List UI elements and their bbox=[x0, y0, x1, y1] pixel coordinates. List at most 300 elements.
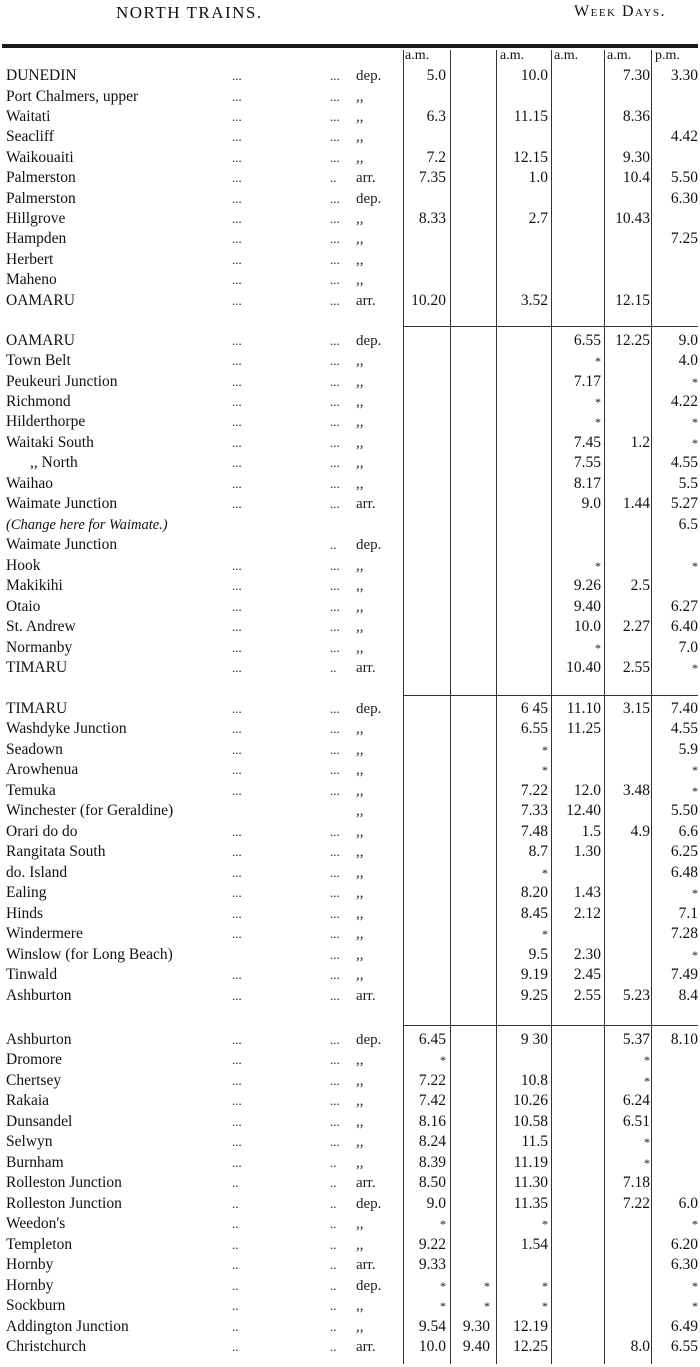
no-stop-mark: * bbox=[542, 1299, 548, 1313]
train-time: 6.48 bbox=[670, 864, 698, 881]
leader-dots: .. bbox=[330, 1278, 337, 1293]
train-time: 4.0 bbox=[678, 352, 698, 369]
train-time: 1.44 bbox=[622, 495, 650, 512]
arrival-departure-mark: dep. bbox=[356, 537, 382, 553]
train-time: 10.4 bbox=[622, 169, 650, 186]
station-name: Waitaki South bbox=[6, 434, 94, 451]
station-name: TIMARU bbox=[6, 659, 68, 676]
leader-dots: ... bbox=[232, 619, 242, 634]
leader-dots: .. bbox=[330, 537, 337, 552]
no-stop-mark: * bbox=[692, 763, 698, 777]
leader-dots: ... bbox=[330, 1134, 340, 1149]
leader-dots: ... bbox=[232, 578, 242, 593]
train-time: 1.43 bbox=[573, 884, 601, 901]
leader-dots: ... bbox=[330, 865, 340, 880]
arrival-departure-mark: arr. bbox=[356, 170, 376, 186]
arrival-departure-mark: ,, bbox=[356, 1134, 364, 1150]
timetable-title: NORTH TRAINS. bbox=[116, 3, 263, 22]
leader-dots: ... bbox=[330, 885, 340, 900]
leader-dots: ... bbox=[232, 844, 242, 859]
station-name: Chertsey bbox=[6, 1072, 62, 1089]
arrival-departure-mark: ,, bbox=[356, 967, 364, 983]
leader-dots: ... bbox=[330, 721, 340, 736]
leader-dots: ... bbox=[232, 988, 242, 1003]
arrival-departure-mark: ,, bbox=[356, 435, 364, 451]
arrival-departure-mark: ,, bbox=[356, 272, 364, 288]
leader-dots: ... bbox=[232, 865, 242, 880]
train-time: 11.19 bbox=[513, 1154, 548, 1171]
train-time: 6.51 bbox=[622, 1113, 650, 1130]
train-time: 11.5 bbox=[521, 1133, 548, 1150]
train-time: 10.26 bbox=[513, 1092, 548, 1109]
station-name: DUNEDIN bbox=[6, 67, 77, 84]
train-time: 6.27 bbox=[670, 598, 698, 615]
no-stop-mark: * bbox=[644, 1053, 650, 1067]
station-name: Town Belt bbox=[6, 352, 71, 369]
train-time: 4.22 bbox=[670, 393, 698, 410]
station-name: Port Chalmers, upper bbox=[6, 88, 139, 105]
section-rule bbox=[403, 1025, 698, 1026]
station-name: OAMARU bbox=[6, 332, 75, 349]
train-time: 6.45 bbox=[418, 1031, 446, 1048]
train-time: 8.33 bbox=[418, 210, 446, 227]
train-time: 7.45 bbox=[573, 434, 601, 451]
no-stop-mark: * bbox=[595, 395, 601, 409]
week-days-label: Week Days. bbox=[574, 3, 667, 20]
no-stop-mark: * bbox=[692, 1299, 698, 1313]
train-time: 6.55 bbox=[573, 332, 601, 349]
no-stop-mark: * bbox=[542, 1217, 548, 1231]
station-name: Hinds bbox=[6, 905, 44, 922]
leader-dots: ... bbox=[330, 558, 340, 573]
no-stop-mark: * bbox=[595, 415, 601, 429]
leader-dots: .. bbox=[330, 1257, 337, 1272]
train-time: 10.40 bbox=[566, 659, 601, 676]
leader-dots: ... bbox=[330, 496, 340, 511]
train-time: 5.50 bbox=[670, 802, 698, 819]
section-rule bbox=[403, 695, 698, 696]
train-time: 5.0 bbox=[426, 67, 446, 84]
leader-dots: ... bbox=[232, 783, 242, 798]
train-time: 12.25 bbox=[513, 1338, 548, 1355]
station-name: Rolleston Junction bbox=[6, 1174, 122, 1191]
train-time: 10.0 bbox=[418, 1338, 446, 1355]
station-name: Windermere bbox=[6, 925, 83, 942]
leader-dots: .. bbox=[232, 1339, 239, 1354]
leader-dots: ... bbox=[232, 660, 242, 675]
train-time: 7.49 bbox=[670, 966, 698, 983]
train-time: 10.0 bbox=[520, 67, 548, 84]
leader-dots: .. bbox=[330, 1319, 337, 1334]
train-time: 2.7 bbox=[528, 210, 548, 227]
leader-dots: ... bbox=[232, 885, 242, 900]
station-name: do. Island bbox=[6, 864, 68, 881]
no-stop-mark: * bbox=[484, 1279, 490, 1293]
arrival-departure-mark: dep. bbox=[356, 701, 382, 717]
station-name: Seacliff bbox=[6, 128, 54, 145]
no-stop-mark: * bbox=[595, 559, 601, 573]
leader-dots: ... bbox=[232, 374, 242, 389]
arrival-departure-mark: dep. bbox=[356, 68, 382, 84]
station-name: St. Andrew bbox=[6, 618, 76, 635]
train-time: 8.45 bbox=[520, 905, 548, 922]
train-time: 6.0 bbox=[678, 1195, 698, 1212]
station-name: Waikouaiti bbox=[6, 149, 74, 166]
leader-dots: ... bbox=[232, 435, 242, 450]
no-stop-mark: * bbox=[692, 784, 698, 798]
station-name: Waihao bbox=[6, 475, 53, 492]
leader-dots: .. bbox=[330, 1339, 337, 1354]
column-head: a.m. bbox=[554, 48, 579, 63]
train-time: 8.0 bbox=[630, 1338, 650, 1355]
leader-dots: ... bbox=[330, 293, 340, 308]
train-time: 10.8 bbox=[520, 1072, 548, 1089]
train-time: 7.1 bbox=[678, 905, 698, 922]
arrival-departure-mark: dep. bbox=[356, 1278, 382, 1294]
station-name: Waitati bbox=[6, 108, 51, 125]
arrival-departure-mark: ,, bbox=[356, 1298, 364, 1314]
leader-dots: ... bbox=[232, 455, 242, 470]
station-name: Rangitata South bbox=[6, 843, 106, 860]
arrival-departure-mark: dep. bbox=[356, 1196, 382, 1212]
no-stop-mark: * bbox=[542, 763, 548, 777]
leader-dots: .. bbox=[330, 170, 337, 185]
train-time: 11.35 bbox=[513, 1195, 548, 1212]
train-time: 2.55 bbox=[573, 987, 601, 1004]
arrival-departure-mark: ,, bbox=[356, 414, 364, 430]
arrival-departure-mark: ,, bbox=[356, 947, 364, 963]
leader-dots: ... bbox=[232, 742, 242, 757]
station-name: Hook bbox=[6, 557, 41, 574]
leader-dots: ... bbox=[330, 394, 340, 409]
train-time: 5.5 bbox=[678, 475, 698, 492]
train-time: 10.43 bbox=[615, 210, 650, 227]
train-time: 1.2 bbox=[630, 434, 650, 451]
station-name: Christchurch bbox=[6, 1338, 87, 1355]
no-stop-mark: * bbox=[542, 743, 548, 757]
train-time: 9.0 bbox=[581, 495, 601, 512]
train-time: 4.55 bbox=[670, 454, 698, 471]
column-rule bbox=[604, 50, 605, 1364]
station-name: Hornby bbox=[6, 1256, 54, 1273]
train-time: 3.52 bbox=[520, 292, 548, 309]
column-head: a.m. bbox=[500, 48, 525, 63]
train-time: 2.27 bbox=[622, 618, 650, 635]
train-time: 9.54 bbox=[418, 1318, 446, 1335]
train-time: 10.20 bbox=[411, 292, 446, 309]
leader-dots: ... bbox=[330, 129, 340, 144]
train-time: 5.9 bbox=[678, 741, 698, 758]
no-stop-mark: * bbox=[440, 1279, 446, 1293]
train-time: 9.26 bbox=[573, 577, 601, 594]
leader-dots: .. bbox=[330, 1237, 337, 1252]
leader-dots: .. bbox=[330, 1196, 337, 1211]
column-head: a.m. bbox=[405, 48, 430, 63]
train-time: 6.25 bbox=[670, 843, 698, 860]
leader-dots: ... bbox=[330, 844, 340, 859]
station-name: Palmerston bbox=[6, 190, 76, 207]
leader-dots: ... bbox=[330, 967, 340, 982]
station-name: Peukeuri Junction bbox=[6, 373, 118, 390]
arrival-departure-mark: ,, bbox=[356, 1093, 364, 1109]
leader-dots: ... bbox=[330, 1093, 340, 1108]
train-time: 5.23 bbox=[622, 987, 650, 1004]
leader-dots: ... bbox=[330, 926, 340, 941]
arrival-departure-mark: dep. bbox=[356, 191, 382, 207]
arrival-departure-mark: dep. bbox=[356, 333, 382, 349]
column-head: p.m. bbox=[655, 48, 680, 63]
station-name: Temuka bbox=[6, 782, 56, 799]
train-time: 2.12 bbox=[573, 905, 601, 922]
train-time: 9.40 bbox=[462, 1338, 490, 1355]
leader-dots: ... bbox=[330, 619, 340, 634]
train-time: 6.49 bbox=[670, 1318, 698, 1335]
leader-dots: ... bbox=[232, 414, 242, 429]
leader-dots: ... bbox=[330, 374, 340, 389]
leader-dots: ... bbox=[330, 414, 340, 429]
arrival-departure-mark: arr. bbox=[356, 988, 376, 1004]
leader-dots: ... bbox=[330, 476, 340, 491]
leader-dots: ... bbox=[232, 1134, 242, 1149]
arrival-departure-mark: ,, bbox=[356, 252, 364, 268]
arrival-departure-mark: arr. bbox=[356, 1175, 376, 1191]
train-time: 3.48 bbox=[622, 782, 650, 799]
leader-dots: ... bbox=[232, 721, 242, 736]
train-time: 9.30 bbox=[462, 1318, 490, 1335]
train-time: 8.50 bbox=[418, 1174, 446, 1191]
arrival-departure-mark: ,, bbox=[356, 1237, 364, 1253]
arrival-departure-mark: ,, bbox=[356, 109, 364, 125]
station-name: Templeton bbox=[6, 1236, 73, 1253]
train-time: 6.30 bbox=[670, 190, 698, 207]
train-time: 7.48 bbox=[520, 823, 548, 840]
leader-dots: .. bbox=[330, 1298, 337, 1313]
no-stop-mark: * bbox=[440, 1299, 446, 1313]
leader-dots: ... bbox=[330, 150, 340, 165]
leader-dots: ... bbox=[330, 762, 340, 777]
arrival-departure-mark: arr. bbox=[356, 660, 376, 676]
train-time: 7.22 bbox=[418, 1072, 446, 1089]
train-time: 8.36 bbox=[622, 108, 650, 125]
station-name: Waimate Junction bbox=[6, 536, 118, 553]
no-stop-mark: * bbox=[692, 415, 698, 429]
train-time: 7.33 bbox=[520, 802, 548, 819]
leader-dots: ... bbox=[330, 783, 340, 798]
arrival-departure-mark: ,, bbox=[356, 1216, 364, 1232]
train-time: 6.40 bbox=[670, 618, 698, 635]
train-time: 12.25 bbox=[615, 332, 650, 349]
section-rule bbox=[403, 326, 698, 327]
leader-dots: .. bbox=[232, 1196, 239, 1211]
arrival-departure-mark: dep. bbox=[356, 1032, 382, 1048]
station-name: Winslow (for Long Beach) bbox=[6, 946, 173, 963]
train-time: 12.40 bbox=[566, 802, 601, 819]
leader-dots: .. bbox=[330, 660, 337, 675]
arrival-departure-mark: ,, bbox=[356, 129, 364, 145]
leader-dots: ... bbox=[232, 293, 242, 308]
train-time: 8.10 bbox=[670, 1031, 698, 1048]
arrival-departure-mark: ,, bbox=[356, 231, 364, 247]
leader-dots: ... bbox=[232, 1073, 242, 1088]
leader-dots: ... bbox=[232, 762, 242, 777]
train-time: 11.10 bbox=[566, 700, 601, 717]
no-stop-mark: * bbox=[644, 1156, 650, 1170]
train-time: 9.0 bbox=[678, 332, 698, 349]
arrival-departure-mark: ,, bbox=[356, 150, 364, 166]
station-name: Seadown bbox=[6, 741, 63, 758]
station-name: Ashburton bbox=[6, 1031, 72, 1048]
no-stop-mark: * bbox=[692, 1279, 698, 1293]
station-name: ,, North bbox=[30, 454, 78, 471]
leader-dots: ... bbox=[232, 599, 242, 614]
train-time: 9.5 bbox=[528, 946, 548, 963]
train-time: 7.55 bbox=[573, 454, 601, 471]
leader-dots: .. bbox=[232, 1278, 239, 1293]
leader-dots: ... bbox=[232, 68, 242, 83]
station-name: Rolleston Junction bbox=[6, 1195, 122, 1212]
leader-dots: ... bbox=[232, 231, 242, 246]
station-name: Hilderthorpe bbox=[6, 413, 86, 430]
train-time: 9.0 bbox=[426, 1195, 446, 1212]
station-name: Normanby bbox=[6, 639, 73, 656]
leader-dots: ... bbox=[330, 578, 340, 593]
train-time: 7.25 bbox=[670, 230, 698, 247]
arrival-departure-mark: ,, bbox=[356, 783, 364, 799]
leader-dots: .. bbox=[232, 1298, 239, 1313]
arrival-departure-mark: ,, bbox=[356, 455, 364, 471]
leader-dots: ... bbox=[232, 496, 242, 511]
train-time: 8.17 bbox=[573, 475, 601, 492]
station-name: Dunsandel bbox=[6, 1113, 73, 1130]
train-time: 5.37 bbox=[622, 1031, 650, 1048]
train-time: 9.22 bbox=[418, 1236, 446, 1253]
station-name: Tinwald bbox=[6, 966, 58, 983]
leader-dots: ... bbox=[330, 231, 340, 246]
leader-dots: ... bbox=[232, 824, 242, 839]
station-name: Hampden bbox=[6, 230, 67, 247]
arrival-departure-mark: ,, bbox=[356, 1155, 364, 1171]
leader-dots: ... bbox=[330, 640, 340, 655]
leader-dots: ... bbox=[232, 272, 242, 287]
leader-dots: .. bbox=[232, 1237, 239, 1252]
leader-dots: ... bbox=[330, 599, 340, 614]
leader-dots: ... bbox=[232, 926, 242, 941]
no-stop-mark: * bbox=[644, 1074, 650, 1088]
leader-dots: ... bbox=[330, 1032, 340, 1047]
leader-dots: ... bbox=[232, 150, 242, 165]
leader-dots: ... bbox=[232, 170, 242, 185]
station-name: Waimate Junction bbox=[6, 495, 118, 512]
no-stop-mark: * bbox=[692, 559, 698, 573]
leader-dots: ... bbox=[330, 435, 340, 450]
train-time: 6.30 bbox=[670, 1256, 698, 1273]
train-time: 7.22 bbox=[520, 782, 548, 799]
train-time: 9.19 bbox=[520, 966, 548, 983]
leader-dots: ... bbox=[232, 89, 242, 104]
arrival-departure-mark: ,, bbox=[356, 742, 364, 758]
leader-dots: .. bbox=[232, 1319, 239, 1334]
station-name: Dromore bbox=[6, 1051, 62, 1068]
train-time: 12.19 bbox=[513, 1318, 548, 1335]
station-name: Addington Junction bbox=[6, 1318, 129, 1335]
arrival-departure-mark: ,, bbox=[356, 1114, 364, 1130]
no-stop-mark: * bbox=[440, 1053, 446, 1067]
station-name: Hillgrove bbox=[6, 210, 66, 227]
arrival-departure-mark: ,, bbox=[356, 558, 364, 574]
leader-dots: ... bbox=[232, 701, 242, 716]
train-time: 7.28 bbox=[670, 925, 698, 942]
arrival-departure-mark: ,, bbox=[356, 599, 364, 615]
arrival-departure-mark: ,, bbox=[356, 374, 364, 390]
arrival-departure-mark: ,, bbox=[356, 926, 364, 942]
leader-dots: ... bbox=[330, 89, 340, 104]
train-time: 5.27 bbox=[670, 495, 698, 512]
leader-dots: ... bbox=[232, 640, 242, 655]
arrival-departure-mark: ,, bbox=[356, 906, 364, 922]
no-stop-mark: * bbox=[692, 886, 698, 900]
station-name: Weedon's bbox=[6, 1215, 66, 1232]
no-stop-mark: * bbox=[692, 948, 698, 962]
train-time: 7.30 bbox=[622, 67, 650, 84]
station-name: Winchester (for Geraldine) bbox=[6, 802, 174, 819]
train-time: 3.30 bbox=[670, 67, 698, 84]
train-time: 9.25 bbox=[520, 987, 548, 1004]
leader-dots: ... bbox=[330, 1052, 340, 1067]
leader-dots: ... bbox=[232, 967, 242, 982]
train-time: 2.55 bbox=[622, 659, 650, 676]
train-time: 7.18 bbox=[622, 1174, 650, 1191]
station-name: Makikihi bbox=[6, 577, 63, 594]
leader-dots: ... bbox=[232, 1032, 242, 1047]
leader-dots: .. bbox=[232, 1257, 239, 1272]
leader-dots: ... bbox=[232, 252, 242, 267]
column-rule bbox=[496, 50, 497, 1364]
no-stop-mark: * bbox=[644, 1135, 650, 1149]
leader-dots: .. bbox=[330, 1155, 337, 1170]
train-time: 10.58 bbox=[513, 1113, 548, 1130]
arrival-departure-mark: ,, bbox=[356, 394, 364, 410]
station-name: Herbert bbox=[6, 251, 54, 268]
station-name: TIMARU bbox=[6, 700, 68, 717]
station-name: Orari do do bbox=[6, 823, 78, 840]
arrival-departure-mark: ,, bbox=[356, 578, 364, 594]
leader-dots: ... bbox=[330, 824, 340, 839]
no-stop-mark: * bbox=[692, 661, 698, 675]
train-time: 4.9 bbox=[630, 823, 650, 840]
no-stop-mark: * bbox=[440, 1217, 446, 1231]
leader-dots: ... bbox=[330, 109, 340, 124]
arrival-departure-mark: arr. bbox=[356, 293, 376, 309]
arrival-departure-mark: arr. bbox=[356, 1257, 376, 1273]
column-rule bbox=[450, 50, 451, 1364]
no-stop-mark: * bbox=[542, 927, 548, 941]
arrival-departure-mark: ,, bbox=[356, 844, 364, 860]
train-time: 8.4 bbox=[678, 987, 698, 1004]
station-name: Sockburn bbox=[6, 1297, 66, 1314]
train-time: 1.0 bbox=[528, 169, 548, 186]
leader-dots: ... bbox=[330, 353, 340, 368]
train-time: 1.30 bbox=[573, 843, 601, 860]
train-time: 4.55 bbox=[670, 720, 698, 737]
train-time: 6 45 bbox=[520, 700, 548, 717]
no-stop-mark: * bbox=[692, 436, 698, 450]
station-name: Palmerston bbox=[6, 169, 76, 186]
station-name: OAMARU bbox=[6, 292, 75, 309]
train-time: 12.15 bbox=[513, 149, 548, 166]
arrival-departure-mark: ,, bbox=[356, 803, 364, 819]
leader-dots: ... bbox=[232, 129, 242, 144]
train-time: 6.55 bbox=[520, 720, 548, 737]
